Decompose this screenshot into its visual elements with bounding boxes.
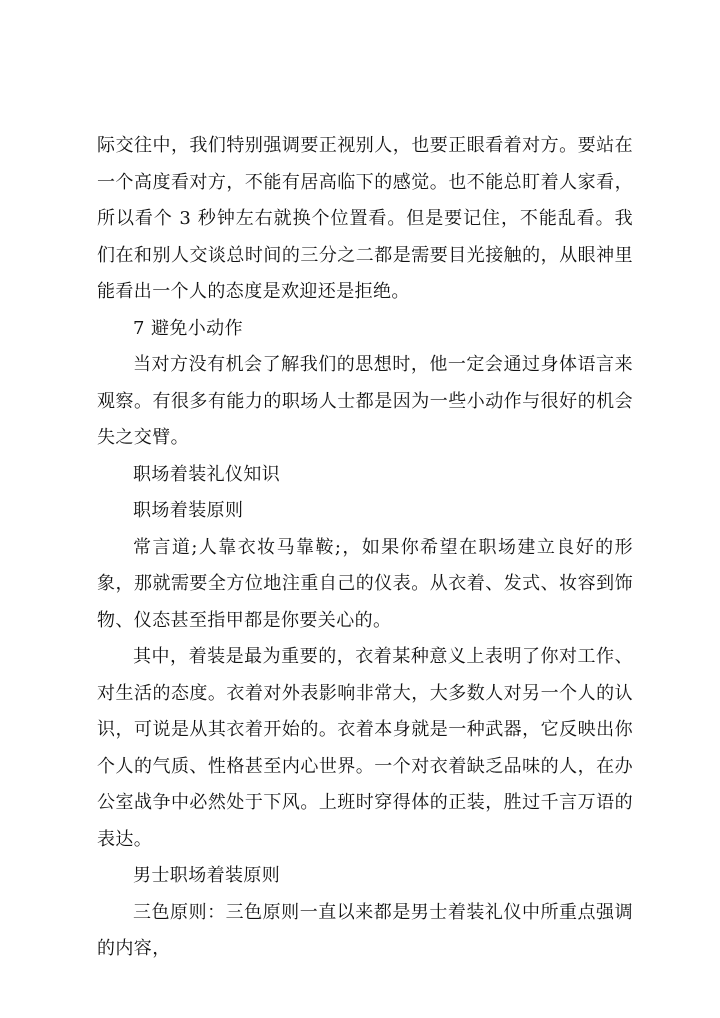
paragraph-eye-contact: 际交往中，我们特别强调要正视别人，也要正眼看着对方。要站在一个高度看对方，不能有居高临下的感觉。也不能总盯着人家看，所以看个 3 秒钟左右就换个位置看。但是要记住，不能乱看。我们在和别人交谈总时间的三分之二都是需要目光接触的，从眼神里能看出一个人的态度是欢迎还是拒绝。 (97, 135, 633, 302)
document-body (97, 128, 633, 968)
heading-dress-etiquette: 职场着装礼仪知识 (133, 463, 281, 485)
paragraph-appearance: 常言道;人靠衣妆马靠鞍;，如果你希望在职场建立良好的形象，那就需要全方位地注重自己的仪表。从衣着、发式、妆容到饰物、仪态甚至指甲都是你要关心的。 (97, 536, 633, 631)
heading-avoid-small-gestures: 7 避免小动作 (133, 317, 243, 339)
paragraph-clothing-importance: 其中，着装是最为重要的，衣着某种意义上表明了你对工作、对生活的态度。衣着对外表影响非常大，大多数人对另一个人的认识，可说是从其衣着开始的。衣着本身就是一种武器，它反映出你个人的气质、性格甚至内心世界。一个对衣着缺乏品味的人，在办公室战争中必然处于下风。上班时穿得体的正装，胜过千言万语的表达。 (97, 646, 633, 850)
paragraph-three-color-rule: 三色原则：三色原则一直以来都是男士着装礼仪中所重点强调的内容， (97, 901, 633, 959)
heading-mens-dress-principles: 男士职场着装原则 (133, 865, 281, 886)
heading-dress-principles: 职场着装原则 (133, 500, 244, 521)
paragraph-body-language: 当对方没有机会了解我们的思想时，他一定会通过身体语言来观察。有很多有能力的职场人士都是因为一些小动作与很好的机会失之交臂。 (97, 354, 633, 448)
